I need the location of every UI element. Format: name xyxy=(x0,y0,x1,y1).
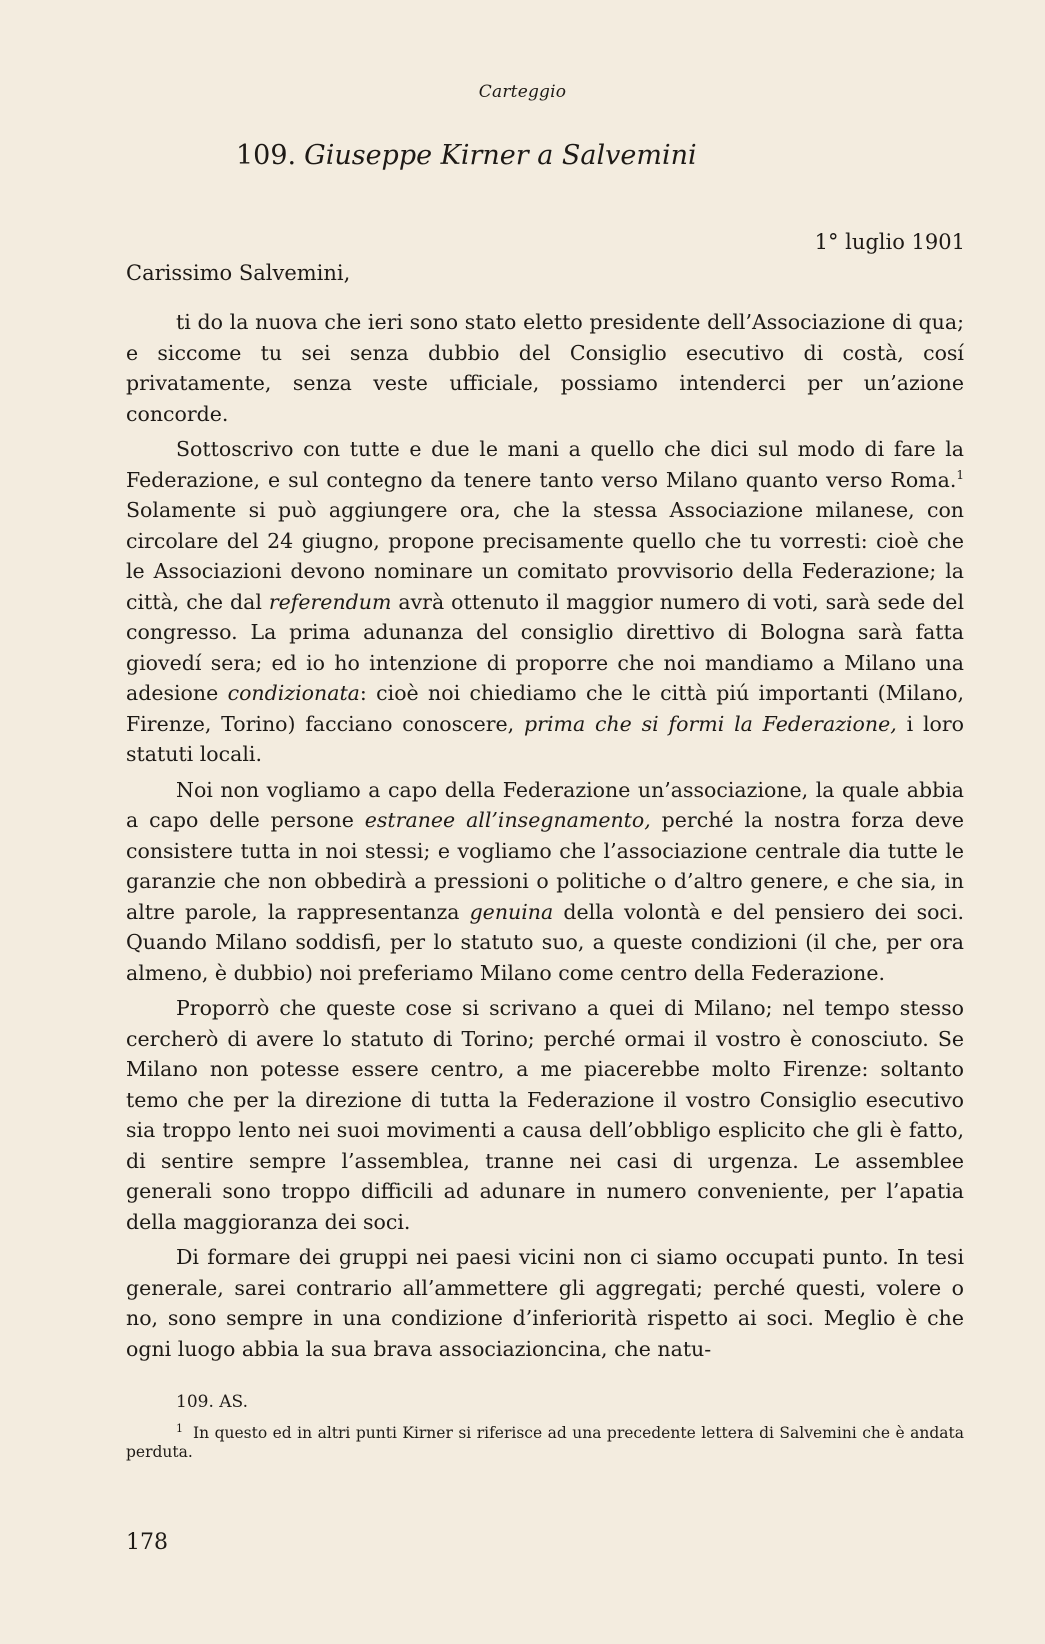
paragraph-3-text-c: della volontà e del pensiero dei soci. Quando Milano soddisfi, per lo statuto suo, a queste condizioni (il che, per ora almeno, è dubbio) noi preferiamo Milano come centro della Federazione. xyxy=(126,899,964,985)
paragraph-3-text-b: perché la nostra forza deve consistere tutta in noi stessi; e vogliamo che l’associazione centrale dia tutte le garanzie che non obbedirà a pressioni o politiche o d’altro genere, e che sia, in altre parole, la rappresentanza xyxy=(126,808,964,924)
paragraph-2-text-c: avrà ottenuto il maggior numero di voti, sarà sede del congresso. La prima adunanza del consiglio direttivo di Bologna sarà fatta giovedí sera; ed io ho intenzione di proporre che noi mandiamo a Milano una adesione xyxy=(126,589,964,705)
paragraph-3-italic-1: estranee all’insegnamento, xyxy=(364,808,651,832)
footnote-mark: 1 xyxy=(176,1421,183,1435)
paragraph-2-italic-2: condizionata xyxy=(227,681,360,705)
letter-title: Giuseppe Kirner a Salvemini xyxy=(304,140,697,171)
source-note: 109. AS. xyxy=(176,1392,248,1412)
letter-body xyxy=(126,307,964,1364)
page-number: 178 xyxy=(126,1530,168,1555)
paragraph-3-italic-2: genuina xyxy=(469,899,554,924)
paragraph-2-italic-3: prima che si formi la Federazione, xyxy=(524,711,897,736)
footnote-1 xyxy=(126,1421,964,1462)
paragraph-2-text-e: i loro statuti locali. xyxy=(126,711,964,766)
letter-heading xyxy=(236,140,697,171)
paragraph-3 xyxy=(126,775,964,989)
footnote-text: In questo ed in altri punti Kirner si riferisce ad una precedente lettera di Salvemini che è andata perduta. xyxy=(126,1424,964,1461)
paragraph-2-text-b: Solamente si può aggiungere ora, che la stessa Associazione milanese, con circolare del 24 giugno, propone precisamente quello che tu vorresti: cioè che le Associazioni devono nominare un comitato provvisorio della Federazione; la città, che dal xyxy=(126,498,964,614)
paragraph-3-text-a: Noi non vogliamo a capo della Federazione un’associazione, la quale abbia a capo delle persone xyxy=(126,777,964,832)
paragraph-2-text-d: : cioè noi chiediamo che le città piú importanti (Milano, Firenze, Torino) facciano conoscere, xyxy=(126,681,965,736)
paragraph-1: ti do la nuova che ieri sono stato eletto presidente dell’Associazione di qua; e siccome tu sei senza dubbio del Consiglio esecutivo di costà, cosí privatamente, senza veste ufficiale, possiamo intenderci per un’azione concorde. xyxy=(126,310,964,426)
footnotes xyxy=(126,1393,964,1462)
paragraph-5: Di formare dei gruppi nei paesi vicini non ci siamo occupati punto. In tesi generale, sarei contrario all’ammettere gli aggregati; perché questi, volere o no, sono sempre in una condizione d’inferiorità rispetto ai soci. Meglio è che ogni luogo abbia la sua brava associazioncina, che natu- xyxy=(126,1245,964,1361)
paragraph-4: Proporrò che queste cose si scrivano a quei di Milano; nel tempo stesso cercherò di avere lo statuto di Torino; perché ormai il vostro è conosciuto. Se Milano non potesse essere centro, a me piacerebbe molto Firenze: soltanto temo che per la direzione di tutta la Federazione il vostro Consiglio esecutivo sia troppo lento nei suoi movimenti a causa dell’obbligo esplicito che gli è fatto, di sentire sempre l’assemblea, tranne nei casi di urgenza. Le assemblee generali sono troppo difficili ad adunare in numero conveniente, per l’apatia della maggioranza dei soci. xyxy=(126,996,964,1234)
salutation: Carissimo Salvemini, xyxy=(126,261,351,285)
running-head: Carteggio xyxy=(478,82,567,102)
letter-date: 1° luglio 1901 xyxy=(814,230,965,254)
paragraph-2 xyxy=(126,434,964,770)
paragraph-2-italic-1: referendum xyxy=(268,589,392,614)
paragraph-2-text-a: Sottoscrivo con tutte e due le mani a quello che dici sul modo di fare la Federazione, e sul contegno da tenere tanto verso Milano quanto verso Roma. xyxy=(126,437,964,492)
footnote-reference: 1 xyxy=(956,467,964,482)
letter-number: 109. xyxy=(236,140,297,171)
